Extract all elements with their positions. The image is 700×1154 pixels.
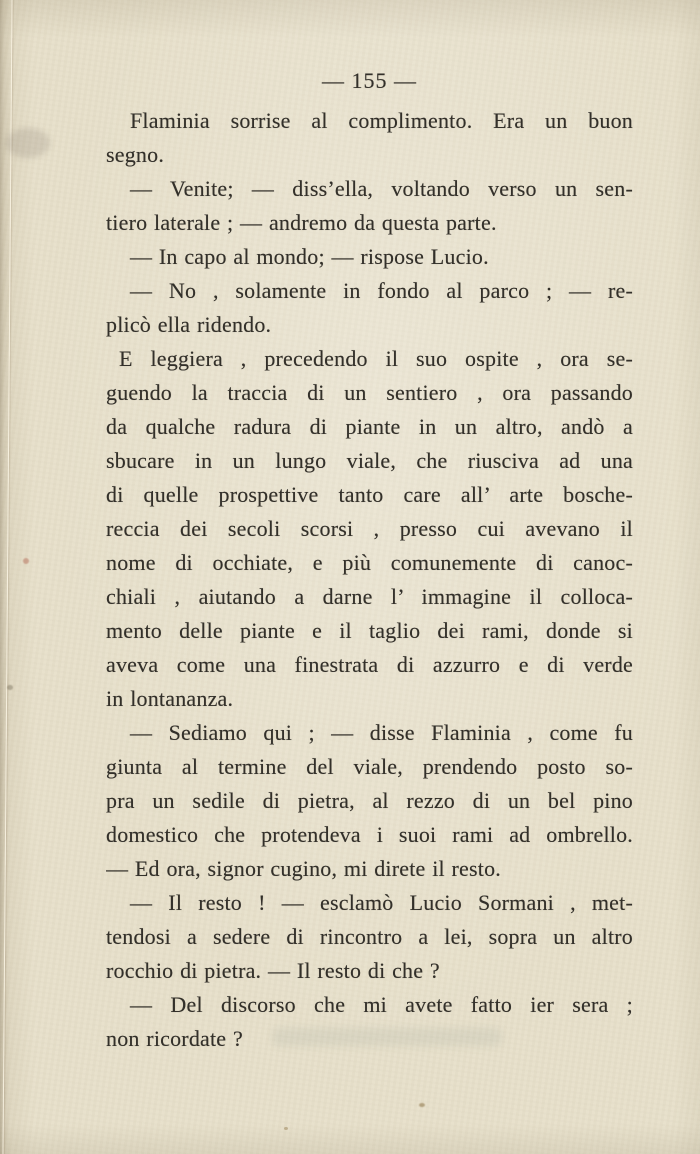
text-line: pra un sedile di pietra, al rezzo di un bel pino bbox=[106, 788, 633, 813]
paper-crease bbox=[2, 0, 12, 1154]
paper-stain bbox=[419, 1103, 425, 1107]
text-line: mento delle piante e il taglio dei rami, donde si bbox=[106, 618, 633, 643]
text-line: segno. bbox=[106, 142, 165, 167]
paragraph bbox=[106, 104, 633, 172]
paragraph bbox=[106, 716, 633, 886]
text-line: E leggiera , precedendo il suo ospite , ora se- bbox=[119, 346, 633, 371]
paragraph bbox=[106, 886, 633, 988]
paragraph bbox=[106, 240, 633, 274]
text-line: — Del discorso che mi avete fatto ier sera ; bbox=[130, 992, 633, 1017]
text-line: — In capo al mondo; — rispose Lucio. bbox=[130, 244, 489, 269]
text-line: — No , solamente in fondo al parco ; — re- bbox=[130, 278, 633, 303]
text-column bbox=[106, 64, 633, 1056]
paragraph bbox=[106, 274, 633, 342]
text-line: — Sediamo qui ; — disse Flaminia , come fu bbox=[130, 720, 633, 745]
text-line: plicò ella ridendo. bbox=[106, 312, 272, 337]
paragraph bbox=[106, 988, 633, 1056]
text-line: non ricordate ? bbox=[106, 1026, 243, 1051]
text-line: nome di occhiate, e più comunemente di canoc- bbox=[106, 550, 633, 575]
paragraph bbox=[106, 172, 633, 240]
text-line: giunta al termine del viale, prendendo posto so- bbox=[106, 754, 633, 779]
paper-stain bbox=[6, 128, 50, 158]
paper-stain bbox=[23, 558, 29, 564]
text-line: di quelle prospettive tanto care all’ arte bosche- bbox=[106, 482, 633, 507]
text-line: guendo la traccia di un sentiero , ora passando bbox=[106, 380, 633, 405]
text-line: da qualche radura di piante in un altro, andò a bbox=[106, 414, 633, 439]
text-line: rocchio di pietra. — Il resto di che ? bbox=[106, 958, 440, 983]
text-line: tendosi a sedere di rincontro a lei, sopra un altro bbox=[106, 924, 633, 949]
text-line: reccia dei secoli scorsi , presso cui avevano il bbox=[106, 516, 633, 541]
page-number: — 155 — bbox=[322, 68, 417, 93]
paragraph bbox=[106, 342, 633, 716]
text-line: tiero laterale ; — andremo da questa parte. bbox=[106, 210, 497, 235]
text-line: domestico che protendeva i suoi rami ad ombrello. bbox=[106, 822, 633, 847]
paper-stain bbox=[284, 1127, 288, 1130]
text-block bbox=[106, 104, 633, 1056]
paper-stain bbox=[7, 685, 13, 690]
text-line: — Il resto ! — esclamò Lucio Sormani , met- bbox=[130, 890, 633, 915]
text-line: chiali , aiutando a darne l’ immagine il colloca- bbox=[106, 584, 633, 609]
text-line: — Venite; — diss’ella, voltando verso un sen- bbox=[130, 176, 633, 201]
text-line: Flaminia sorrise al complimento. Era un buon bbox=[130, 108, 633, 133]
text-line: aveva come una finestrata di azzurro e di verde bbox=[106, 652, 633, 677]
text-line: sbucare in un lungo viale, che riusciva ad una bbox=[106, 448, 633, 473]
text-line: — Ed ora, signor cugino, mi direte il resto. bbox=[106, 856, 502, 881]
text-line: in lontananza. bbox=[106, 686, 234, 711]
